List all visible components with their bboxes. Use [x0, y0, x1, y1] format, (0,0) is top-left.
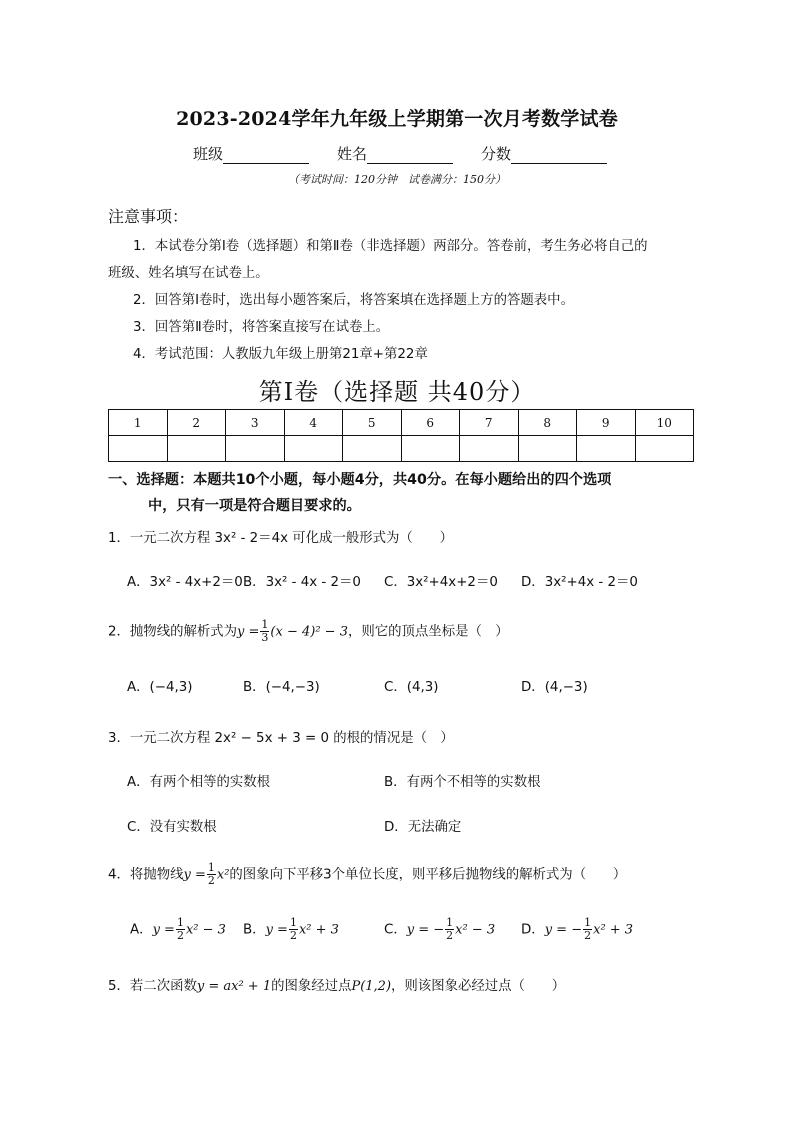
option-fraction — [176, 917, 185, 942]
answer-cell[interactable] — [577, 436, 636, 462]
option-formula-lhs: y = — [152, 922, 175, 938]
option-formula-rest: x² + 3 — [593, 922, 634, 938]
fraction-denominator: 2 — [584, 929, 592, 942]
class-label: 班级 — [193, 145, 224, 163]
question-3-stem: 3．一元二次方程 2x² − 5x + 3 = 0 的根的情况是（ ） — [108, 731, 454, 746]
question-4-formula-rest: x² — [216, 867, 230, 883]
question-4-option-d[interactable] — [521, 917, 633, 942]
score-field — [481, 143, 607, 164]
name-label: 姓名 — [337, 145, 368, 163]
fraction-numerator: 1 — [207, 861, 215, 874]
answer-table — [108, 409, 694, 462]
question-2-stem-suffix: ，则它的顶点坐标是（ ） — [347, 624, 509, 640]
question-1-stem: 1．一元二次方程 3x² - 2＝4x 可化成一般形式为（ ） — [108, 531, 453, 546]
answer-header-cell: 9 — [577, 410, 636, 436]
fraction-numerator: 1 — [446, 916, 454, 929]
question-2-option-d[interactable]: D．(4,−3) — [521, 680, 588, 695]
question-5-stem-mid: 的图象经过点 — [271, 979, 352, 994]
option-formula-rest: x² + 3 — [298, 922, 339, 938]
question-4-stem-suffix: 的图象向下平移3个单位长度，则平移后抛物线的解析式为（ ） — [229, 867, 627, 883]
answer-cell[interactable] — [167, 436, 226, 462]
answer-cell[interactable] — [518, 436, 577, 462]
answer-header-cell: 6 — [401, 410, 460, 436]
question-4-option-a[interactable] — [130, 917, 226, 942]
section-1-instruction-line-1: 一、选择题：本题共10个小题，每小题4分，共40分。在每小题给出的四个选项 — [108, 472, 612, 488]
question-3-option-a[interactable]: A．有两个相等的实数根 — [127, 775, 271, 790]
answer-cell[interactable] — [635, 436, 694, 462]
question-5-stem-prefix: 5．若二次函数 — [108, 979, 197, 994]
exam-title: 2023-2024学年九年级上学期第一次月考数学试卷 — [176, 108, 618, 130]
answer-cell[interactable] — [460, 436, 519, 462]
name-field — [337, 143, 453, 164]
answer-header-cell: 8 — [518, 410, 577, 436]
option-fraction — [445, 917, 454, 942]
question-5-stem-suffix: ，则该图象必经过点（ ） — [391, 979, 566, 994]
section-1-title: 第Ⅰ卷（选择题 共40分） — [258, 378, 536, 406]
fraction-numerator: 1 — [261, 618, 269, 631]
option-formula-rest: x² − 3 — [185, 922, 226, 938]
question-4-stem-prefix: 4．将抛物线 — [108, 867, 184, 883]
fraction-denominator: 2 — [176, 929, 184, 942]
answer-header-cell: 3 — [226, 410, 285, 436]
exam-time-note: （考试时间：120分钟 试卷满分：150分） — [288, 173, 506, 186]
question-3-option-d[interactable]: D．无法确定 — [384, 820, 462, 835]
option-fraction — [583, 917, 592, 942]
fraction-denominator: 2 — [289, 929, 297, 942]
notice-item-1-line-2: 班级、姓名填写在试卷上。 — [108, 266, 269, 281]
question-5-point: P(1,2) — [351, 979, 392, 994]
section-1-instruction-line-2: 中，只有一项是符合题目要求的。 — [148, 498, 361, 514]
fraction-denominator: 3 — [261, 631, 269, 644]
question-2-option-b[interactable]: B．(−4,−3) — [243, 680, 320, 695]
answer-header-cell: 10 — [635, 410, 694, 436]
option-formula-rest: x² − 3 — [455, 922, 496, 938]
class-blank[interactable] — [223, 147, 309, 164]
question-1-option-c[interactable]: C．3x²+4x+2＝0 — [384, 575, 498, 590]
option-formula-lhs: y = — [265, 922, 288, 938]
question-5-formula: y = ax² + 1 — [196, 979, 272, 994]
option-label: C． — [384, 922, 407, 938]
question-4-formula-lhs: y = — [183, 867, 206, 883]
notice-item-3: 3．回答第Ⅱ卷时，将答案直接写在试卷上。 — [133, 320, 390, 335]
question-4-option-c[interactable] — [384, 917, 495, 942]
answer-header-cell: 7 — [460, 410, 519, 436]
option-label: D． — [521, 922, 545, 938]
answer-header-cell: 2 — [167, 410, 226, 436]
question-2-option-c[interactable]: C．(4,3) — [384, 680, 439, 695]
question-1-option-b[interactable]: B．3x² - 4x - 2＝0 — [243, 575, 361, 590]
question-2-formula-rest: (x − 4)² − 3 — [270, 624, 348, 640]
answer-table-header-row — [109, 410, 694, 436]
option-formula-lhs: y = − — [544, 922, 583, 938]
name-blank[interactable] — [367, 147, 453, 164]
question-4-stem — [108, 862, 626, 887]
fraction-numerator: 1 — [584, 916, 592, 929]
option-label: B． — [243, 922, 266, 938]
question-1-option-a[interactable]: A．3x² - 4x+2＝0 — [127, 575, 243, 590]
answer-cell[interactable] — [284, 436, 343, 462]
question-1-option-d[interactable]: D．3x²+4x - 2＝0 — [521, 575, 638, 590]
answer-cell[interactable] — [109, 436, 168, 462]
option-formula-lhs: y = − — [406, 922, 445, 938]
question-4-option-b[interactable] — [243, 917, 339, 942]
answer-table-answer-row — [109, 436, 694, 462]
notice-item-4: 4．考试范围：人教版九年级上册第21章+第22章 — [133, 347, 428, 362]
fraction-denominator: 2 — [446, 929, 454, 942]
answer-cell[interactable] — [226, 436, 285, 462]
notice-item-1-line-1: 1．本试卷分第Ⅰ卷（选择题）和第Ⅱ卷（非选择题）两部分。答卷前，考生务必将自己的 — [133, 239, 648, 254]
question-5-stem — [108, 975, 565, 994]
answer-header-cell: 4 — [284, 410, 343, 436]
fraction-numerator: 1 — [176, 916, 184, 929]
question-4-fraction — [207, 862, 216, 887]
question-2-fraction — [260, 619, 269, 644]
fraction-denominator: 2 — [207, 874, 215, 887]
question-2-stem-prefix: 2．抛物线的解析式为 — [108, 624, 238, 640]
score-blank[interactable] — [511, 147, 607, 164]
fraction-numerator: 1 — [289, 916, 297, 929]
score-label: 分数 — [481, 145, 512, 163]
question-3-option-c[interactable]: C．没有实数根 — [127, 820, 217, 835]
option-fraction — [289, 917, 298, 942]
notice-item-2: 2．回答第Ⅰ卷时，选出每小题答案后，将答案填在选择题上方的答题表中。 — [133, 293, 574, 308]
answer-cell[interactable] — [401, 436, 460, 462]
answer-cell[interactable] — [343, 436, 402, 462]
question-3-option-b[interactable]: B．有两个不相等的实数根 — [384, 775, 541, 790]
answer-header-cell: 5 — [343, 410, 402, 436]
notice-heading: 注意事项： — [108, 207, 189, 226]
question-2-option-a[interactable]: A．(−4,3) — [127, 680, 193, 695]
question-2-stem — [108, 619, 509, 644]
question-2-formula-lhs: y = — [237, 624, 260, 640]
class-field — [193, 143, 309, 164]
option-label: A． — [130, 922, 153, 938]
answer-header-cell: 1 — [109, 410, 168, 436]
